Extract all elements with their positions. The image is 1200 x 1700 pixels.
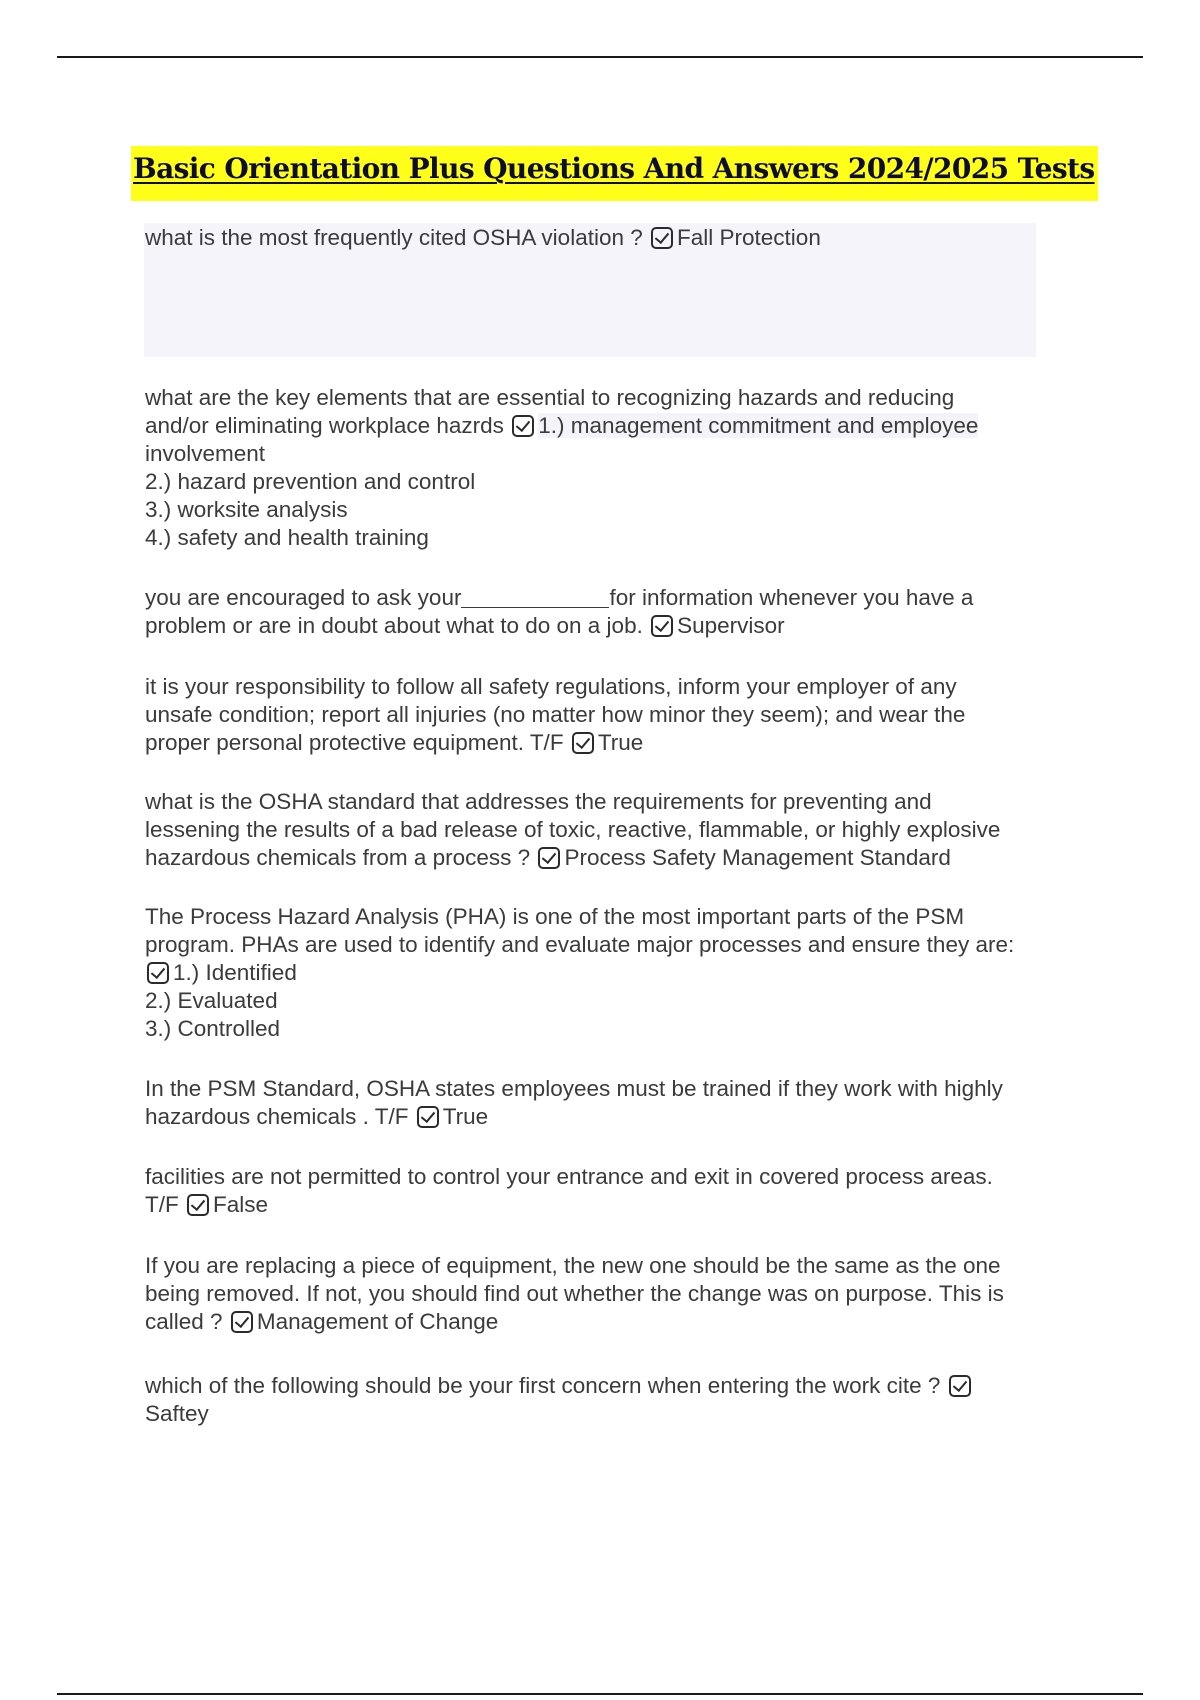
question-text: what are the key elements that are essential to recognizing hazards and reducing (145, 385, 955, 410)
header-rule (57, 56, 1143, 58)
qa-item-2 (145, 384, 1075, 552)
question-text: program. PHAs are used to identify and evaluate major processes and ensure they are: (145, 932, 1015, 957)
question-text: what is the OSHA standard that addresses the requirements for preventing and (145, 789, 932, 814)
question-text: proper personal protective equipment. T/F (145, 730, 564, 755)
checkbox-checked-icon (512, 415, 534, 437)
qa-item-7 (145, 1075, 1075, 1131)
qa-item-5 (145, 788, 1075, 872)
checkbox-checked-icon (572, 732, 594, 754)
question-text: unsafe condition; report all injuries (no matter how minor they seem); and wear the (145, 702, 966, 727)
checkbox-checked-icon (231, 1311, 253, 1333)
question-text: called ? (145, 1309, 223, 1334)
question-text: it is your responsibility to follow all safety regulations, inform your employer of any (145, 674, 957, 699)
question-text: what is the most frequently cited OSHA violation ? (145, 225, 643, 250)
footer-rule (57, 1693, 1143, 1695)
qa-item-10 (145, 1372, 1075, 1428)
qa-item-1 (145, 224, 1075, 252)
qa-item-4 (145, 673, 1075, 757)
title-highlight (131, 146, 1098, 201)
question-text: you are encouraged to ask your (145, 585, 462, 610)
checkbox-checked-icon (538, 847, 560, 869)
checkbox-checked-icon (949, 1375, 971, 1397)
checkbox-checked-icon (651, 615, 673, 637)
question-text: for information whenever you have a (609, 585, 974, 610)
qa-item-9 (145, 1252, 1075, 1336)
checkbox-checked-icon (187, 1194, 209, 1216)
answer-text: 4.) safety and health training (145, 525, 429, 550)
answer-text: True (597, 730, 644, 755)
qa-item-8 (145, 1163, 1075, 1219)
answer-text: 2.) hazard prevention and control (145, 469, 476, 494)
answer-text: Supervisor (677, 613, 785, 638)
question-text: problem or are in doubt about what to do on a job. (145, 613, 643, 638)
document-title: Basic Orientation Plus Questions And Answers 2024/2025 Tests (133, 152, 1095, 185)
question-text: lessening the results of a bad release of toxic, reactive, flammable, or highly explosive (145, 817, 1001, 842)
question-text: and/or eliminating workplace hazrds (145, 413, 504, 438)
question-text: T/F (145, 1192, 179, 1217)
question-text: In the PSM Standard, OSHA states employees must be trained if they work with highly (145, 1076, 1003, 1101)
qa-item-3 (145, 584, 1075, 640)
question-text: facilities are not permitted to control your entrance and exit in covered process areas. (145, 1164, 993, 1189)
qa-item-6 (145, 903, 1075, 1043)
question-text: hazardous chemicals from a process ? (145, 845, 531, 870)
answer-text: False (213, 1192, 269, 1217)
answer-text: involvement (145, 441, 266, 466)
question-text: hazardous chemicals . T/F (145, 1104, 409, 1129)
question-text: The Process Hazard Analysis (PHA) is one of the most important parts of the PSM (145, 904, 965, 929)
fill-in-blank (461, 585, 609, 608)
answer-text: Management of Change (256, 1309, 499, 1334)
answer-text: True (442, 1104, 489, 1129)
answer-text: Process Safety Management Standard (564, 845, 951, 870)
checkbox-checked-icon (147, 962, 169, 984)
answer-text: 1.) management commitment and employee (538, 413, 979, 438)
question-text: which of the following should be your first concern when entering the work cite ? (145, 1373, 941, 1398)
answer-text: 2.) Evaluated (145, 988, 278, 1013)
checkbox-checked-icon (651, 227, 673, 249)
answer-text: 3.) worksite analysis (145, 497, 348, 522)
answer-text: Fall Protection (677, 225, 821, 250)
answer-text: 3.) Controlled (145, 1016, 281, 1041)
answer-text: Saftey (145, 1401, 209, 1426)
question-text: If you are replacing a piece of equipment, the new one should be the same as the one (145, 1253, 1001, 1278)
checkbox-checked-icon (417, 1106, 439, 1128)
answer-text: 1.) Identified (173, 960, 297, 985)
question-text: being removed. If not, you should find out whether the change was on purpose. This is (145, 1281, 1004, 1306)
